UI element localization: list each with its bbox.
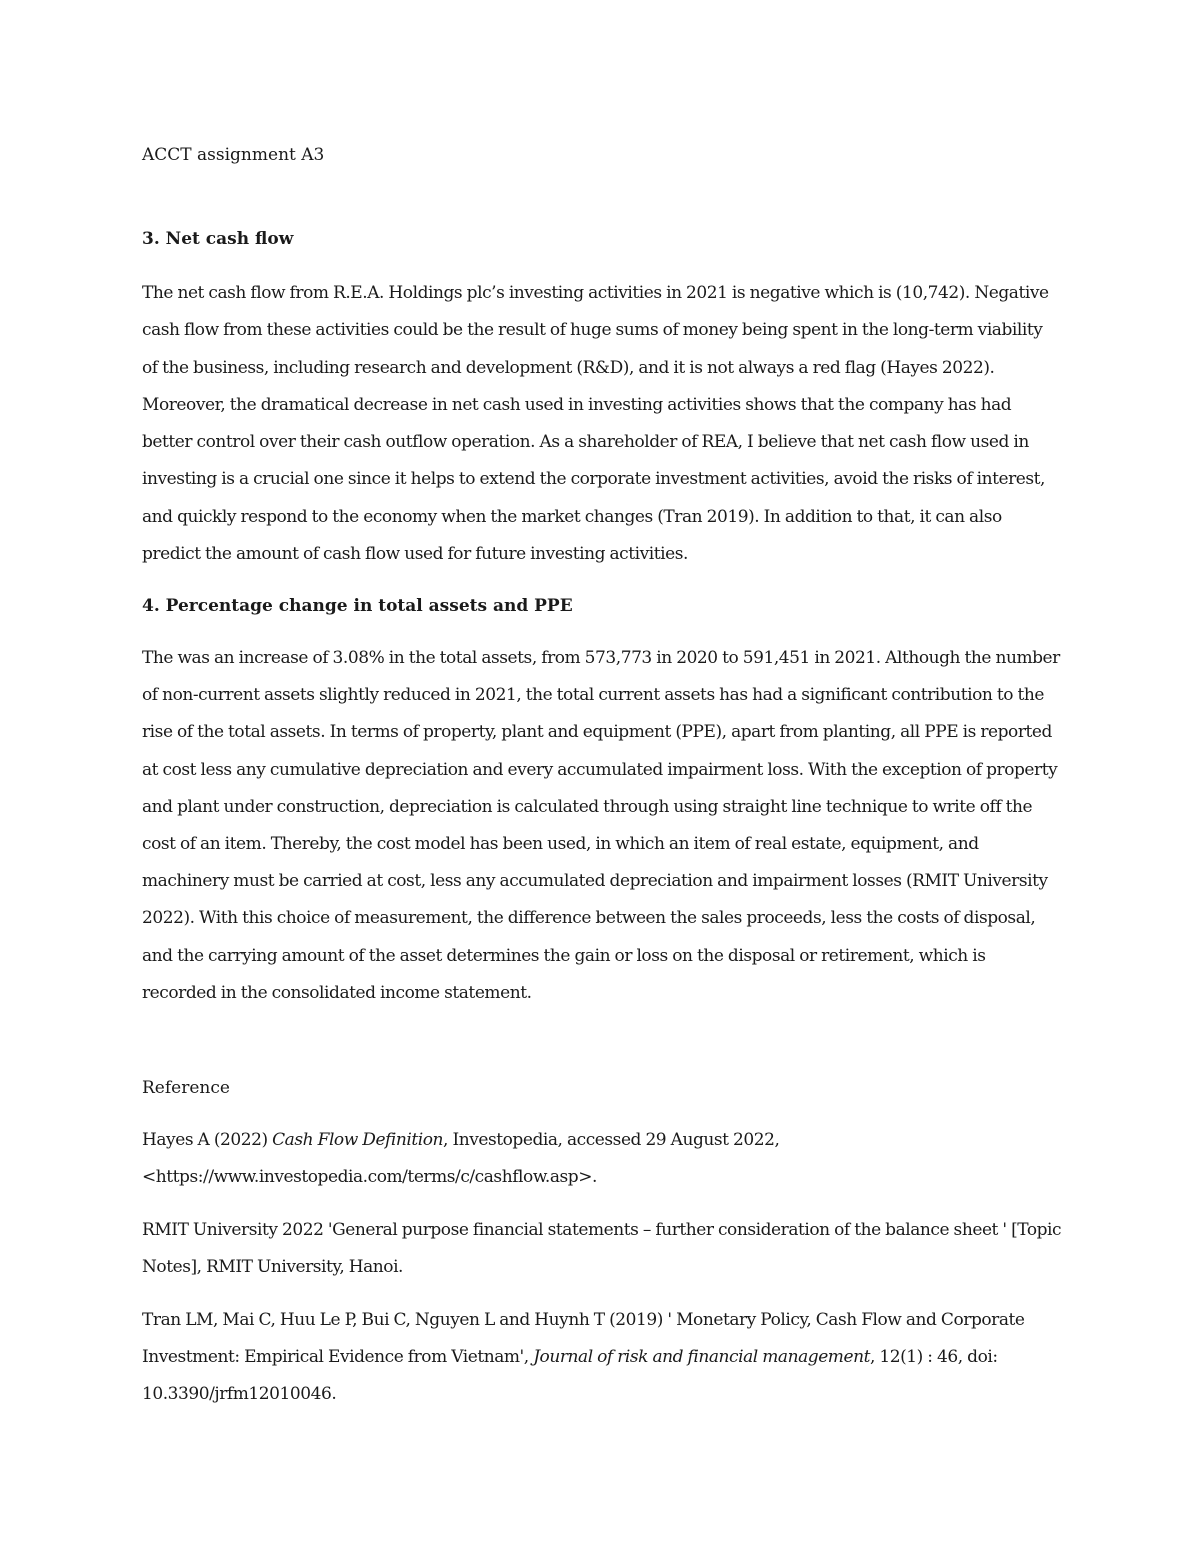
reference-text: RMIT University 2022 'General purpose financial statements – further consideration of the balance sheet ' [Topic Notes], RMIT University, Hanoi. <box>142 1220 1062 1277</box>
section-3-paragraph: The net cash flow from R.E.A. Holdings plc’s investing activities in 2021 is negative which is (10,742). Negative cash flow from these activities could be the result of huge sums of money being spent in the long-term viability of the business, including research and development (R&D), and it is not always a red flag (Hayes 2022). Moreover, the dramatical decrease in net cash used in investing activities shows that the company has had better control over their cash outflow operation. As a shareholder of REA, I believe that net cash flow used in investing is a crucial one since it helps to extend the corporate investment activities, avoid the risks of interest, and quickly respond to the economy when the market changes (Tran 2019). In addition to that, it can also predict the amount of cash flow used for future investing activities. <box>142 283 1049 565</box>
reference-text: Hayes A (2022) <box>142 1130 273 1150</box>
reference-item <box>142 1212 1062 1286</box>
reference-text: , Investopedia, accessed 29 August 2022, <https://www.investopedia.com/terms/c/cashflow.asp>. <box>142 1130 780 1187</box>
reference-item <box>142 1122 802 1196</box>
reference-text: , 12(1) : 46, doi: 10.3390/jrfm12010046. <box>142 1347 998 1404</box>
document-title: ACCT assignment A3 <box>142 145 325 165</box>
reference-item <box>142 1302 1062 1413</box>
reference-title: Journal of risk and financial management <box>533 1347 870 1367</box>
section-4-paragraph: The was an increase of 3.08% in the total assets, from 573,773 in 2020 to 591,451 in 2021. Although the number of non-current assets slightly reduced in 2021, the total current assets has had a significant contribution to the rise of the total assets. In terms of property, plant and equipment (PPE), apart from planting, all PPE is reported at cost less any cumulative depreciation and every accumulated impairment loss. With the exception of property and plant under construction, depreciation is calculated through using straight line technique to write off the cost of an item. Thereby, the cost model has been used, in which an item of real estate, equipment, and machinery must be carried at cost, less any accumulated depreciation and impairment losses (RMIT University 2022). With this choice of measurement, the difference between the sales proceeds, less the costs of disposal, and the carrying amount of the asset determines the gain or loss on the disposal or retirement, which is recorded in the consolidated income statement. <box>142 648 1060 1003</box>
reference-text: Tran LM, Mai C, Huu Le P, Bui C, Nguyen L and Huynh T (2019) ' Monetary Policy, Cash Flow and Corporate Investment: Empirical Evidence from Vietnam', <box>142 1310 1025 1367</box>
references-heading: Reference <box>142 1078 230 1098</box>
section-4-heading: 4. Percentage change in total assets and PPE <box>142 596 573 616</box>
reference-title: Cash Flow Definition <box>272 1130 444 1150</box>
section-3-heading: 3. Net cash flow <box>142 229 294 249</box>
